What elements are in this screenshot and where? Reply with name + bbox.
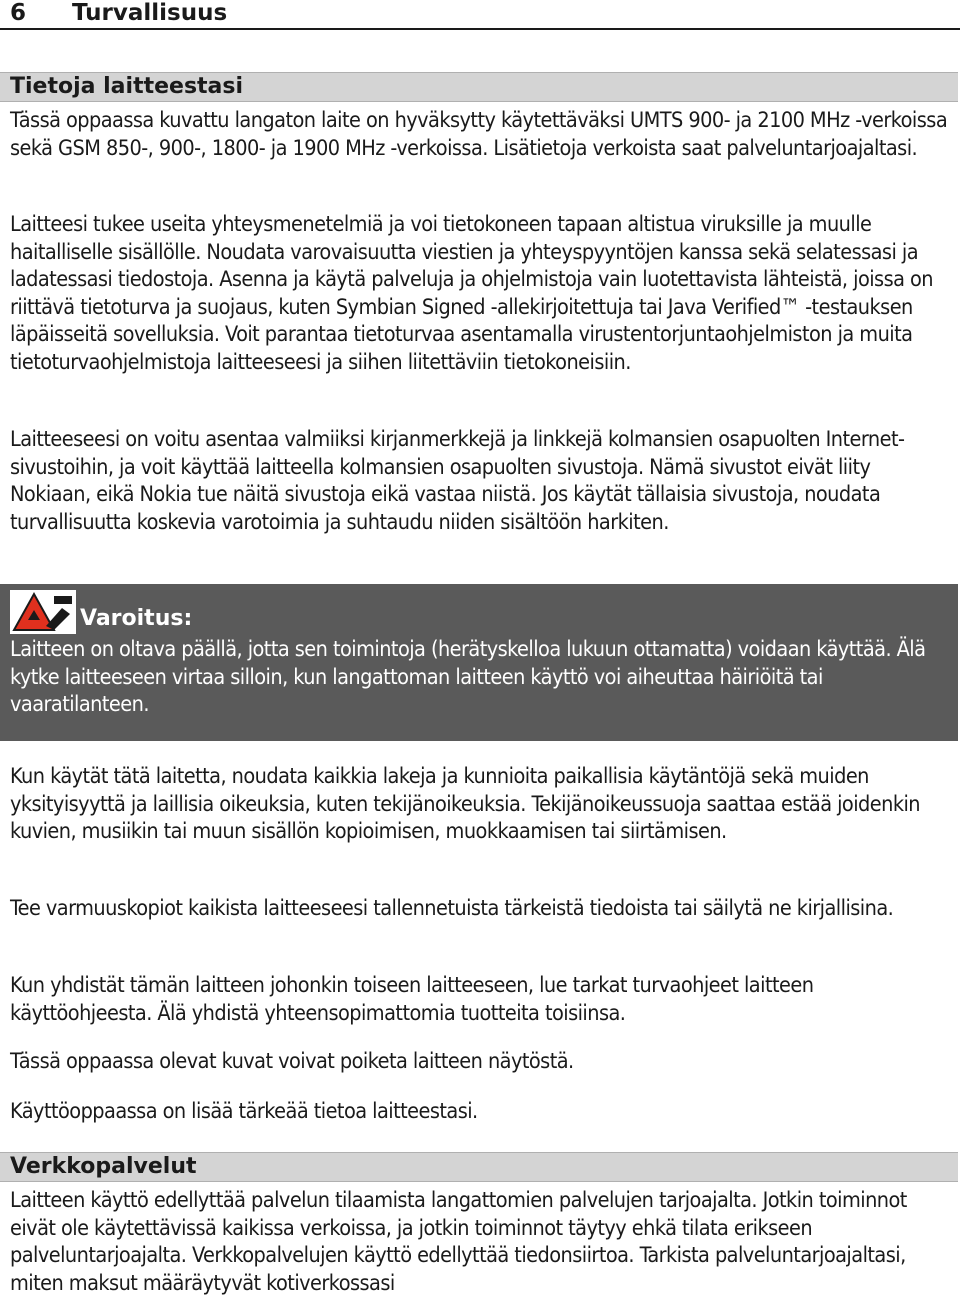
section-heading-tietoja [0, 72, 958, 102]
paragraph: Tee varmuuskopiot kaikista laitteeseesi tallennetuista tärkeistä tiedoista tai säilytä ne kirjallisina. [10, 896, 894, 921]
warning-label: Varoitus: [80, 606, 193, 631]
section-title: Verkkopalvelut [10, 1154, 197, 1179]
chapter-title: Turvallisuus [72, 0, 228, 26]
paragraph: Tässä oppaassa olevat kuvat voivat poiketa laitteen näytöstä. [10, 1049, 574, 1074]
paragraph: Kun käytät tätä laitetta, noudata kaikkia lakeja ja kunnioita paikallisia käytäntöjä sekä muiden yksityisyyttä ja laillisia oikeuksia, kuten tekijänoikeuksia. Tekijänoikeussuoja saattaa estää joidenkin kuvien, musiikin tai muun sisällön kopioimisen, muokkaamisen tai siirtämisen. [10, 764, 921, 844]
section-title: Tietoja laitteestasi [10, 74, 244, 99]
paragraph: Laitteeseesi on voitu asentaa valmiiksi kirjanmerkkejä ja linkkejä kolmansien osapuolten Internet-sivustoihin, ja voit käyttää laitteella kolmansien osapuolten sivustoja. Nämä sivustot eivät liity Nokiaan, eikä Nokia tue näitä sivustoja eikä vastaa niistä. Jos käytät tällaisia sivustoja, noudata turvallisuutta koskevia varotoimia ja suhtaudu niiden sisältöön harkiten. [10, 427, 905, 535]
warning-box [0, 584, 958, 741]
warning-triangle-icon [10, 590, 76, 634]
paragraph: Laitteen käyttö edellyttää palvelun tilaamista langattomien palvelujen tarjoajalta. Jotkin toiminnot eivät ole käytettävissä kaikissa verkoissa, ja jotkin toiminnot täytyy ehkä tilata erikseen palveluntarjoajalta. Verkkopalvelujen käyttö edellyttää tiedonsiirtoa. Tarkista palveluntarjoajaltasi, miten maksut määräytyvät kotiverkossasi [10, 1188, 907, 1296]
warning-text: Laitteen on oltava päällä, jotta sen toimintoja (herätyskelloa lukuun ottamatta) voidaan käyttää. Älä kytke laitteeseen virtaa silloin, kun langattoman laitteen käyttö voi aiheuttaa häiriöitä tai vaaratilanteen. [10, 637, 926, 717]
paragraph: Käyttöoppaassa on lisää tärkeää tietoa laitteestasi. [10, 1099, 478, 1124]
paragraph: Laitteesi tukee useita yhteysmenetelmiä ja voi tietokoneen tapaan altistua viruksille ja muulle haitalliselle sisällölle. Noudata varovaisuutta viestien ja yhteyspyyntöjen kanssa sekä selatessasi ja ladatessasi tiedostoja. Asenna ja käytä palveluja ja ohjelmistoja vain luotettavista lähteistä, joissa on riittävä tietoturva ja suojaus, kuten Symbian Signed -allekirjoitettuja tai Java Verified™ -testauksen läpäisseitä sovelluksia. Voit parantaa tietoturvaa asentamalla virustentorjuntaohjelmiston ja muita tietoturvaohjelmistoja laitteeseesi ja siihen liitettäviin tietokoneisiin. [10, 212, 933, 375]
page-header [0, 0, 960, 30]
page-number: 6 [10, 0, 27, 26]
paragraph: Kun yhdistät tämän laitteen johonkin toiseen laitteeseen, lue tarkat turvaohjeet laitteen käyttöohjeesta. Älä yhdistä yhteensopimattomia tuotteita toisiinsa. [10, 973, 814, 1026]
section-heading-verkkopalvelut [0, 1152, 958, 1182]
paragraph: Tässä oppaassa kuvattu langaton laite on hyväksytty käytettäväksi UMTS 900- ja 2100 MHz -verkoissa sekä GSM 850-, 900-, 1800- ja 1900 MHz -verkoissa. Lisätietoja verkoista saat palveluntarjoajaltasi. [10, 108, 948, 161]
